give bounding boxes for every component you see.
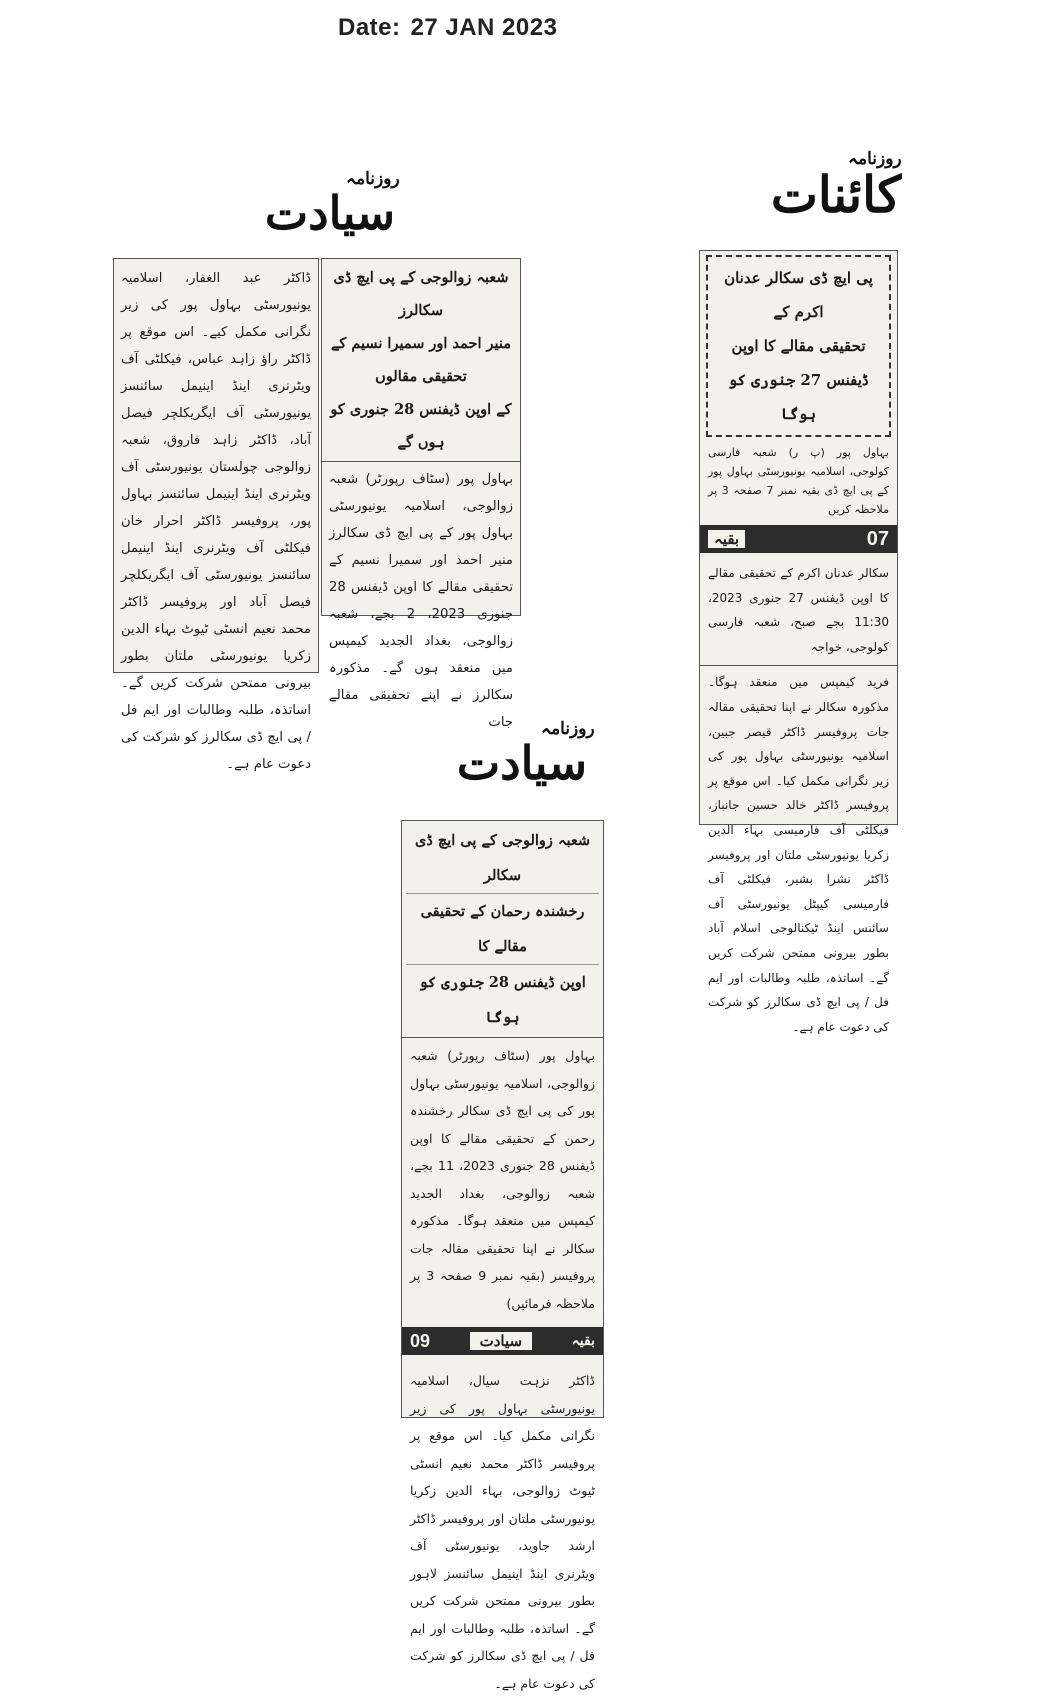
- masthead-small: روزنامہ: [848, 149, 902, 169]
- clipping-headline: [322, 259, 520, 462]
- headline-line: تحقیقی مقالے کا اوپن: [731, 337, 866, 355]
- date-label: Date:: [338, 14, 401, 41]
- headline-line: کے اوپن ڈیفنس 28 جنوری کو ہوں گے: [330, 401, 512, 451]
- continuation-bar: [700, 525, 897, 553]
- headline-line: پی ایچ ڈی سکالر عدنان اکرم کے: [724, 269, 873, 321]
- news-clipping-siyadat-zoology: [113, 258, 521, 772]
- masthead-small: روزنامہ: [541, 719, 595, 739]
- masthead-title: سیادت: [456, 736, 588, 790]
- headline-line: شعبہ زوالوجی کے پی ایچ ڈی سکالر: [406, 823, 599, 894]
- clipping-body-continued: ڈاکٹر عبد الغفار، اسلامیہ یونیورسٹی بہاول پور کی زیر نگرانی مکمل کیے۔ اس موقع پر ڈاکٹر راؤ زاہد عباس، فیکلٹی آف ویٹرنری اینڈ اینیمل سائنسز یونیورسٹی آف ایگریکلچر فیصل آباد، ڈاکٹر زاہد فاروق، شعبہ زوالوجی چولستان یونیورسٹی آف ویٹرنری اینڈ اینیمل سائنسز بہاول پور، پروفیسر ڈاکٹر احرار خان فیکلٹی آف ویٹرنری اینڈ اینیمل سائنسز یونیورسٹی آف ایگریکلچر فیصل آباد اور پروفیسر ڈاکٹر محمد نعیم انسٹی ٹیوٹ بہاء الدین زکریا یونیورسٹی ملتان بطور بیرونی ممتحن شرکت کریں گے۔ اساتذہ، طلبہ وطالبات اور ایم فل / پی ایچ ڈی سکالرز کو شرکت کی دعوت عام ہے۔: [121, 271, 311, 772]
- clipping-column-left: [113, 258, 319, 772]
- headline-line: ڈیفنس 27 جنوری کو ہوگا: [728, 371, 869, 423]
- date-value: 27 JAN 2023: [410, 14, 558, 41]
- clipping-body: بہاول پور (سٹاف رپورٹر) شعبہ زوالوجی، اسلامیہ یونیورسٹی بہاول پور کی پی ایچ ڈی سکالر رخشندہ رحمن کے تحقیقی مقالے کا اوپن ڈیفنس 28 جنوری 2023، 11 بجے، شعبہ زوالوجی، بغداد الجدید کیمپس میں منعقد ہوگا۔ مذکورہ سکالر نے اپنا تحقیقی مقالہ جات پروفیسر (بقیہ نمبر 9 صفحہ 3 پر ملاحظہ فرمائیں): [410, 1048, 596, 1311]
- news-clipping-kainaat-pharmacology: [699, 250, 898, 1034]
- news-clipping-siyadat-zoology-2: [401, 820, 604, 1691]
- masthead-siyadat-top: [250, 168, 410, 240]
- clipping-body: بہاول پور (سٹاف رپورٹر) شعبہ زوالوجی، اسلامیہ یونیورسٹی بہاول پور کے پی ایچ ڈی سکالرز منیر احمد اور سمیرا نسیم کے تحقیقی مقالے کا اوپن ڈیفنس 28 جنوری 2023، 2 بجے، شعبہ زوالوجی، بغداد الجدید کیمپس میں منعقد ہوں گے۔ مذکورہ سکالرز نے اپنے تحقیقی مقالے جات: [329, 472, 514, 730]
- continuation-page-number: 09: [410, 1330, 431, 1351]
- continuation-paper-name: سیادت: [470, 1332, 532, 1350]
- continuation-page-number: 07: [866, 527, 889, 550]
- headline-line: اوپن ڈیفنس 28 جنوری کو ہوگا: [419, 974, 586, 1026]
- masthead-kainaat: [736, 148, 936, 222]
- clipping-column-right: [321, 258, 521, 730]
- clipping-lead: بہاول پور (پ ر) شعبہ فارسی کولوجی، اسلامیہ یونیورسٹی بہاول پور کے پی ایچ ڈی بقیہ نمبر 7 صفحہ 3 پر ملاحظہ کریں: [708, 446, 889, 516]
- headline-line: منیر احمد اور سمیرا نسیم کے تحقیقی مقالوں: [330, 335, 512, 385]
- masthead-title: کائنات: [770, 165, 902, 224]
- clipping-headline: [402, 821, 603, 1038]
- masthead-small: روزنامہ: [346, 169, 400, 189]
- headline-line: شعبہ زوالوجی کے پی ایچ ڈی سکالرز: [333, 269, 509, 319]
- continuation-label: بقیہ: [708, 530, 745, 548]
- divider: [700, 665, 897, 666]
- clipping-headline: [706, 255, 891, 437]
- clipping-body-continued: ڈاکٹر نزہت سیال، اسلامیہ یونیورسٹی بہاول پور کی زیر نگرانی مکمل کیا۔ اس موقع پر پروفیسر ڈاکٹر محمد نعیم انسٹی ٹیوٹ زوالوجی، بہاء الدین زکریا یونیورسٹی ملتان اور پروفیسر ڈاکٹر ارشد جاوید، یونیورسٹی آف ویٹرنری اینڈ اینیمل سائنسز لاہور بطور بیرونی ممتحن شرکت کریں گے۔ اساتذہ، طلبہ وطالبات اور ایم فل / پی ایچ ڈی سکالرز کو شرکت کی دعوت عام ہے۔: [410, 1373, 595, 1691]
- continuation-label: بقیہ: [571, 1333, 595, 1349]
- clipping-body-top: سکالر عدنان اکرم کے تحقیقی مقالے کا اوپن ڈیفنس 27 جنوری 2023، 11:30 بجے صبح، شعبہ فارسی کولوجی، خواجہ: [708, 566, 890, 654]
- clipping-body: فرید کیمپس میں منعقد ہوگا۔ مذکورہ سکالر نے اپنا تحقیقی مقالہ جات پروفیسر ڈاکٹر قیصر جبین، اسلامیہ یونیورسٹی بہاول پور کی زیر نگرانی مکمل کیا۔ اس موقع پر پروفیسر ڈاکٹر خالد حسین جانباز، فیکلٹی آف فارمیسی بہاء الدین زکریا یونیورسٹی ملتان اور پروفیسر ڈاکٹر نشرا بشیر، فیکلٹی آف فارمیسی کیپٹل یونیورسٹی آف سائنس اینڈ ٹیکنالوجی اسلام آباد بطور بیرونی ممتحن شرکت کریں گے۔ اساتذہ، طلبہ وطالبات اور ایم فل / پی ایچ ڈی سکالرز کو شرکت کی دعوت عام ہے۔: [708, 675, 889, 1034]
- masthead-title: سیادت: [264, 186, 396, 240]
- continuation-bar: [402, 1327, 603, 1355]
- date-stamp: [338, 14, 557, 42]
- headline-line: رخشندہ رحمان کے تحقیقی مقالے کا: [406, 894, 599, 965]
